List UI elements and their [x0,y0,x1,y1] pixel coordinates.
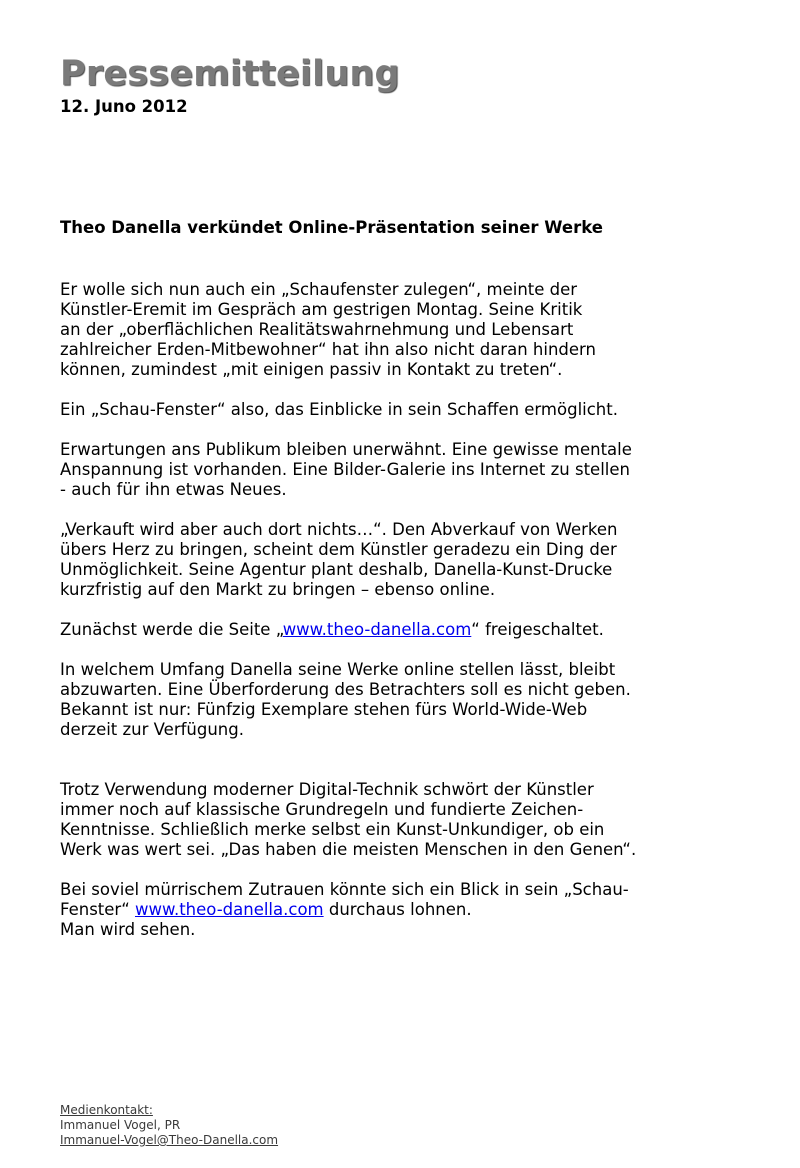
paragraph-4 [60,520,660,600]
text-line: Erwartungen ans Publikum bleiben unerwähnt. Eine gewisse mentale [60,440,632,459]
text-line: Bei soviel mürrischem Zutrauen könnte sich ein Blick in sein „Schau- [60,880,629,899]
text-line: - auch für ihn etwas Neues. [60,480,287,499]
paragraph-3 [60,440,660,500]
release-date: 12. Juno 2012 [60,97,188,116]
text-fragment: “ freigeschaltet. [471,620,604,639]
page-title: Pressemitteilung [60,54,400,94]
contact-email[interactable]: Immanuel-Vogel@Theo-Danella.com [60,1133,279,1147]
text-line: können, zumindest „mit einigen passiv in Kontakt zu treten“. [60,360,563,379]
text-line: Trotz Verwendung moderner Digital-Technik schwört der Künstler [60,780,594,799]
text-line: Künstler-Eremit im Gespräch am gestrigen Montag. Seine Kritik [60,300,583,319]
paragraph-6 [60,660,660,740]
text-fragment: Zunächst werde die Seite „ [60,620,283,639]
text-line: derzeit zur Verfügung. [60,720,244,739]
website-link[interactable]: www.theo-danella.com [282,620,472,639]
text-fragment: durchaus lohnen. [323,900,472,919]
text-line: abzuwarten. Eine Überforderung des Betrachters soll es nicht geben. [60,680,631,699]
text-line: In welchem Umfang Danella seine Werke online stellen lässt, bleibt [60,660,616,679]
paragraph-8 [60,880,660,940]
paragraph-1 [60,280,660,380]
paragraph-7 [60,780,660,860]
text-line: Kenntnisse. Schließlich merke selbst ein Kunst-Unkundiger, ob ein [60,820,605,839]
headline: Theo Danella verkündet Online-Präsentation seiner Werke [60,218,603,237]
media-contact [60,1103,278,1148]
text-line: Ein „Schau-Fenster“ also, das Einblicke in sein Schaffen ermöglicht. [60,400,618,419]
text-line: „Verkauft wird aber auch dort nichts…“. Den Abverkauf von Werken [60,520,618,539]
text-line: kurzfristig auf den Markt zu bringen – ebenso online. [60,580,496,599]
paragraph-2 [60,400,660,420]
website-link[interactable]: www.theo-danella.com [135,900,324,919]
text-line: Werk was wert sei. „Das haben die meisten Menschen in den Genen“. [60,840,637,859]
text-line: Bekannt ist nur: Fünfzig Exemplare stehen fürs World-Wide-Web [60,700,588,719]
text-line: Man wird sehen. [60,920,196,939]
contact-label: Medienkontakt: [60,1103,153,1117]
text-line: Anspannung ist vorhanden. Eine Bilder-Galerie ins Internet zu stellen [60,460,630,479]
paragraph-5 [60,620,660,640]
text-line: an der „oberflächlichen Realitätswahrnehmung und Lebensart [60,320,574,339]
text-line: übers Herz zu bringen, scheint dem Künstler geradezu ein Ding der [60,540,617,559]
text-line: Er wolle sich nun auch ein „Schaufenster zulegen“, meinte der [60,280,578,299]
text-line: Unmöglichkeit. Seine Agentur plant deshalb, Danella-Kunst-Drucke [60,560,613,579]
text-line: zahlreicher Erden-Mitbewohner“ hat ihn also nicht daran hindern [60,340,596,359]
text-fragment: Fenster“ [60,900,135,919]
body-text [60,280,660,960]
text-line: immer noch auf klassische Grundregeln und fundierte Zeichen- [60,800,584,819]
contact-name: Immanuel Vogel, PR [60,1118,181,1132]
